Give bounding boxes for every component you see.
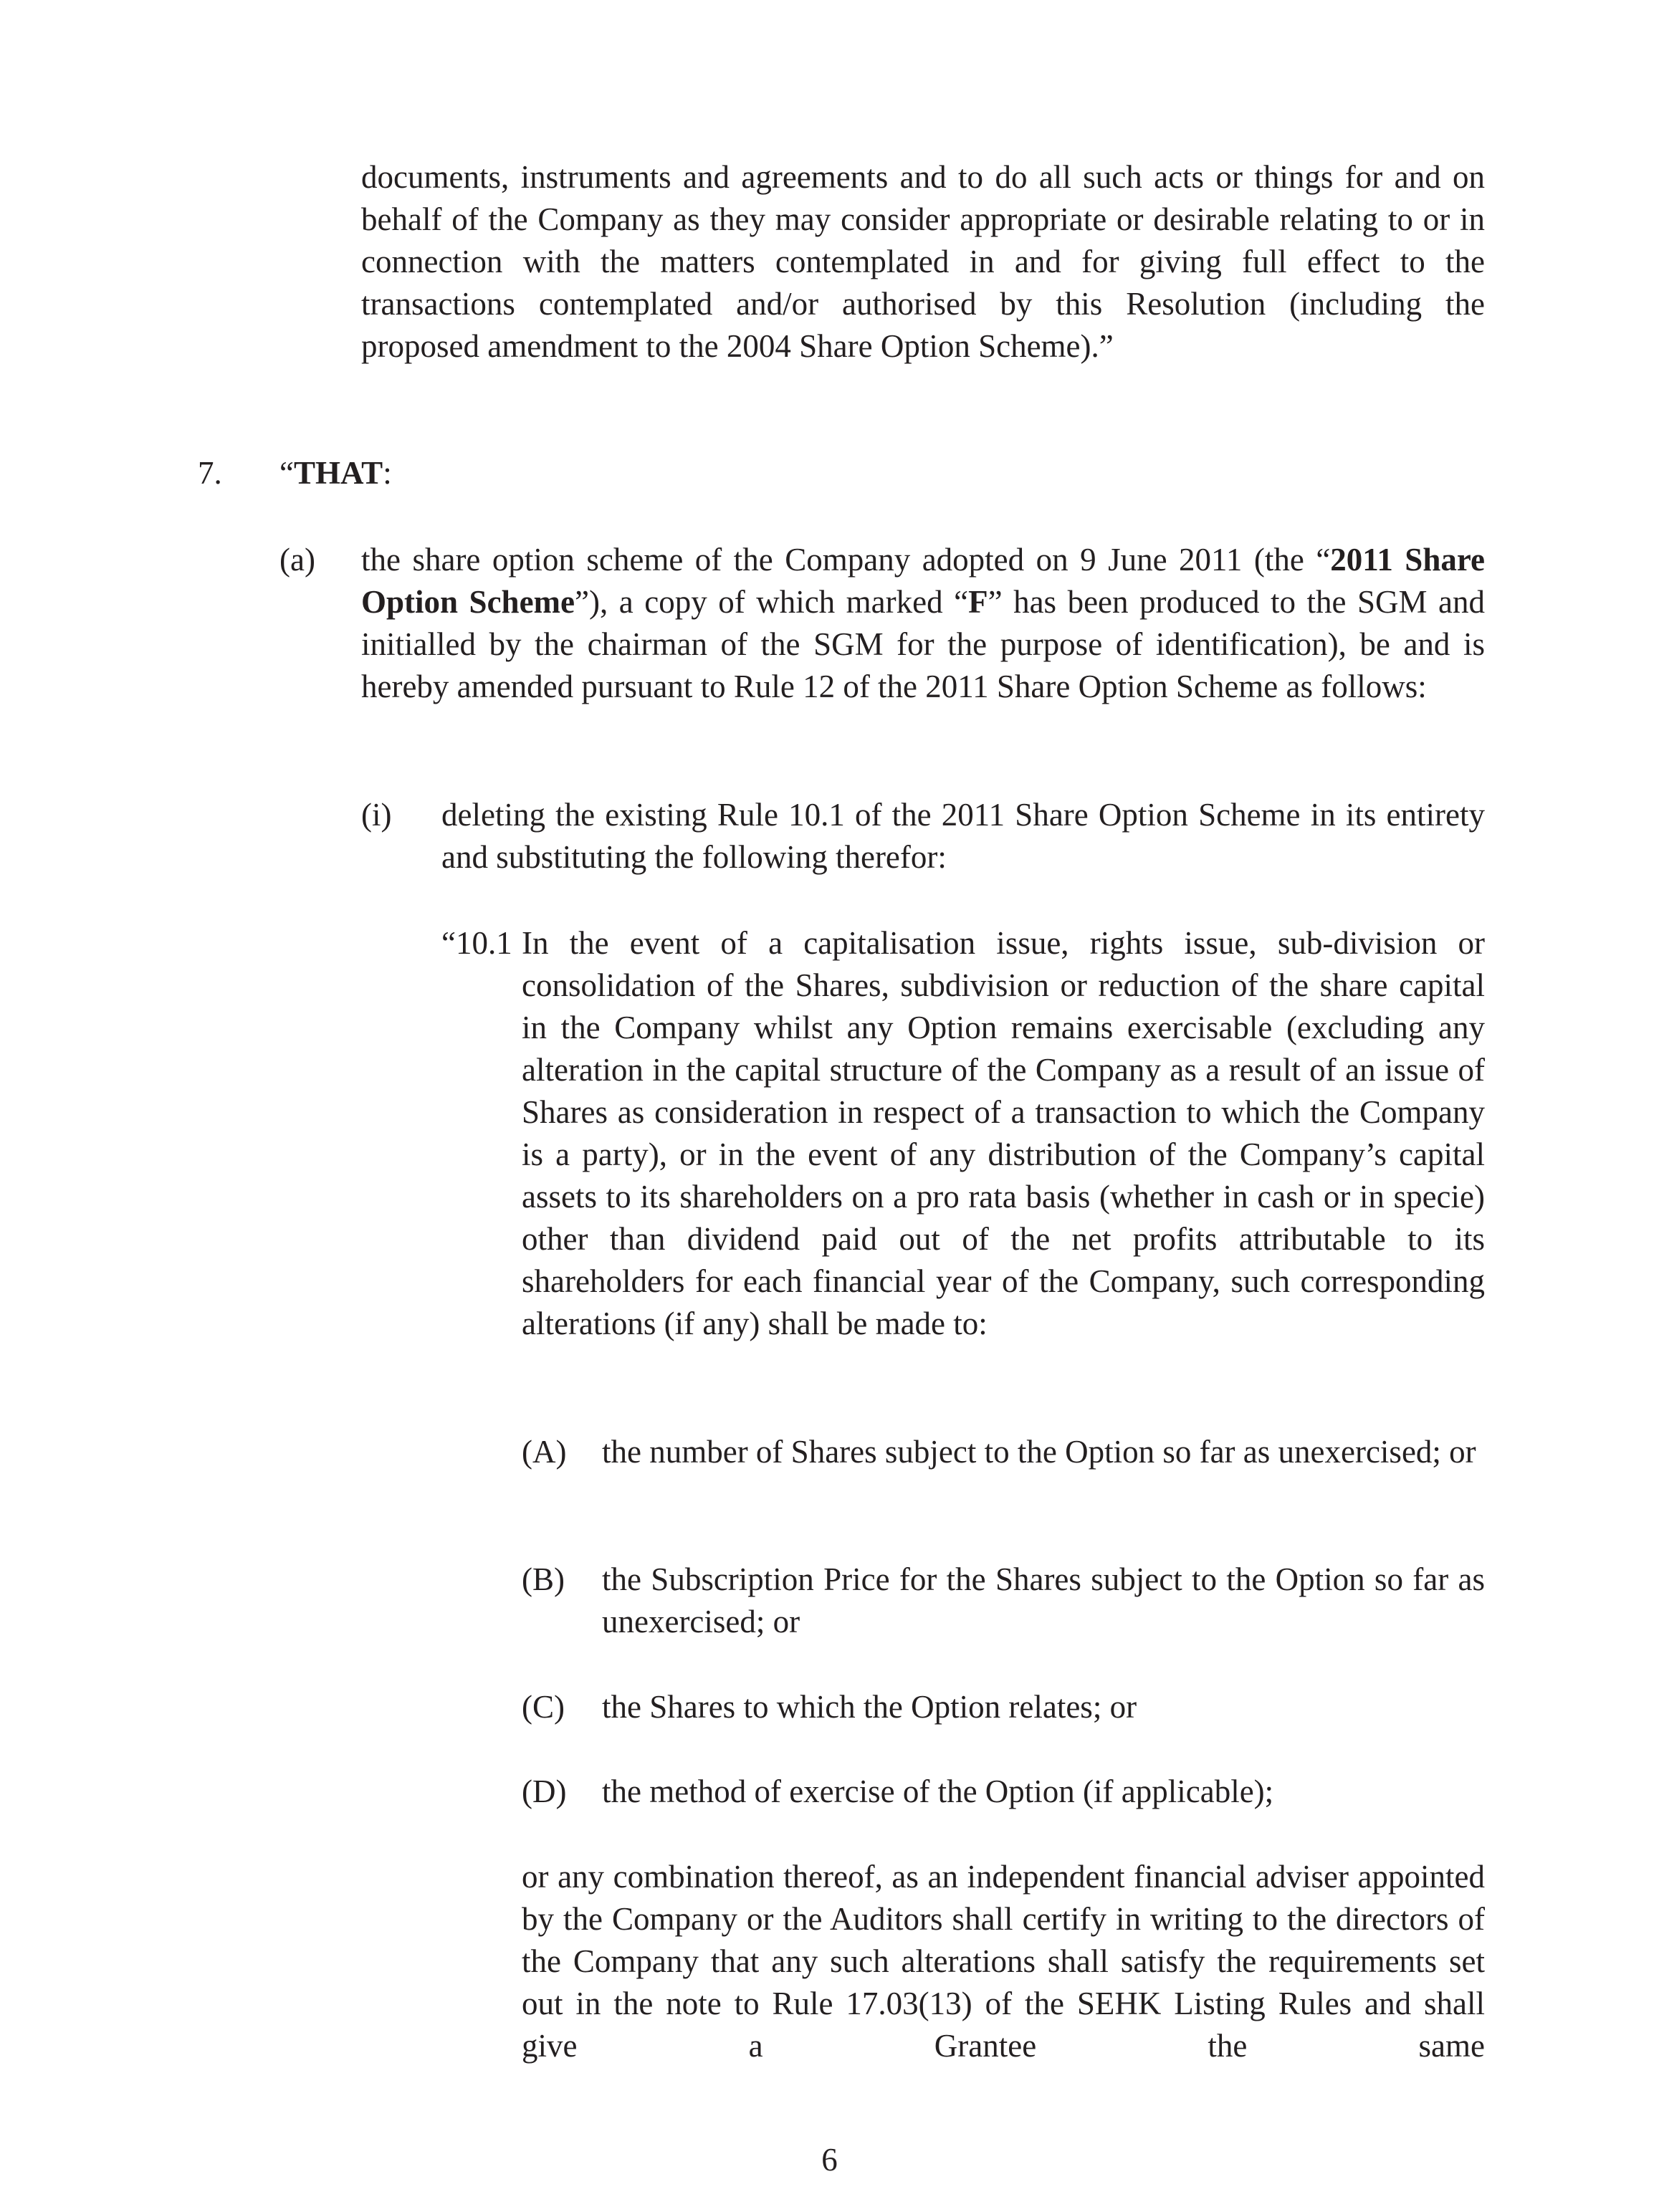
clause-a-text: [361, 539, 1485, 708]
clause-a-text-2: ”), a copy of which marked “: [575, 584, 969, 620]
heading-that: THAT: [293, 455, 383, 491]
clause-i-text: deleting the existing Rule 10.1 of the 2011 Share Option Scheme in its entirety and substituting the following therefor:: [441, 797, 1485, 875]
page-number: 6: [821, 2142, 838, 2178]
rule-10-1-label: “10.1: [441, 925, 512, 961]
sub-item-a-label: (A): [522, 1434, 567, 1470]
clause-i-label: (i): [361, 797, 392, 833]
clause-a-mark: F: [968, 584, 988, 620]
rule-10-1-text: In the event of a capitalisation issue, rights issue, sub-division or consolidation of the Shares, subdivision or reduction of the share capital in the Company whilst any Option remains exercisable (excluding any alteration in the capital structure of the Company as a result of an issue of Shares as consideration in respect of a transaction to which the Company is a party), or in the event of any distribution of the Company’s capital assets to its shareholders on a pro rata basis (whether in cash or in specie) other than dividend paid out of the net profits attributable to its shareholders for each financial year of the Company, such corresponding alterations (if any) shall be made to:: [522, 925, 1485, 1341]
clause-a-scheme-name: 2011 Share Option Scheme: [361, 542, 1485, 620]
resolution-heading: [279, 452, 392, 494]
sub-item-c-label: (C): [522, 1689, 565, 1725]
sub-item-d-text: the method of exercise of the Option (if applicable);: [602, 1773, 1274, 1809]
sub-item-d-label: (D): [522, 1773, 567, 1809]
sub-item-a-text: the number of Shares subject to the Option so far as unexercised; or: [602, 1434, 1476, 1470]
heading-colon: :: [383, 455, 392, 491]
clause-a-label: (a): [279, 542, 315, 578]
clause-a-text-1: the share option scheme of the Company adopted on 9 June 2011 (the “: [361, 542, 1331, 578]
sub-item-b-text: the Subscription Price for the Shares subject to the Option so far as unexercised; or: [602, 1561, 1485, 1639]
clause-a-text-3: ” has been produced to the SGM and initialled by the chairman of the SGM for the purpose of identification), be and is hereby amended pursuant to Rule 12 of the 2011 Share Option Scheme as follows:: [361, 584, 1485, 704]
intro-paragraph: documents, instruments and agreements and to do all such acts or things for and on behalf of the Company as they may consider appropriate or desirable relating to or in connection with the matters contemplated in and for giving full effect to the transactions contemplated and/or authorised by this Resolution (including the proposed amendment to the 2004 Share Option Scheme).”: [361, 159, 1485, 364]
heading-open-quote: “: [279, 455, 294, 491]
sub-item-b-label: (B): [522, 1561, 565, 1597]
sub-item-c-text: the Shares to which the Option relates; or: [602, 1689, 1137, 1725]
resolution-number: 7.: [198, 455, 222, 491]
closing-paragraph: or any combination thereof, as an independent financial adviser appointed by the Company or the Auditors shall certify in writing to the directors of the Company that any such alterations shall satisfy the requirements set out in the note to Rule 17.03(13) of the SEHK Listing Rules and shall give a Grantee the same: [522, 1859, 1485, 2064]
